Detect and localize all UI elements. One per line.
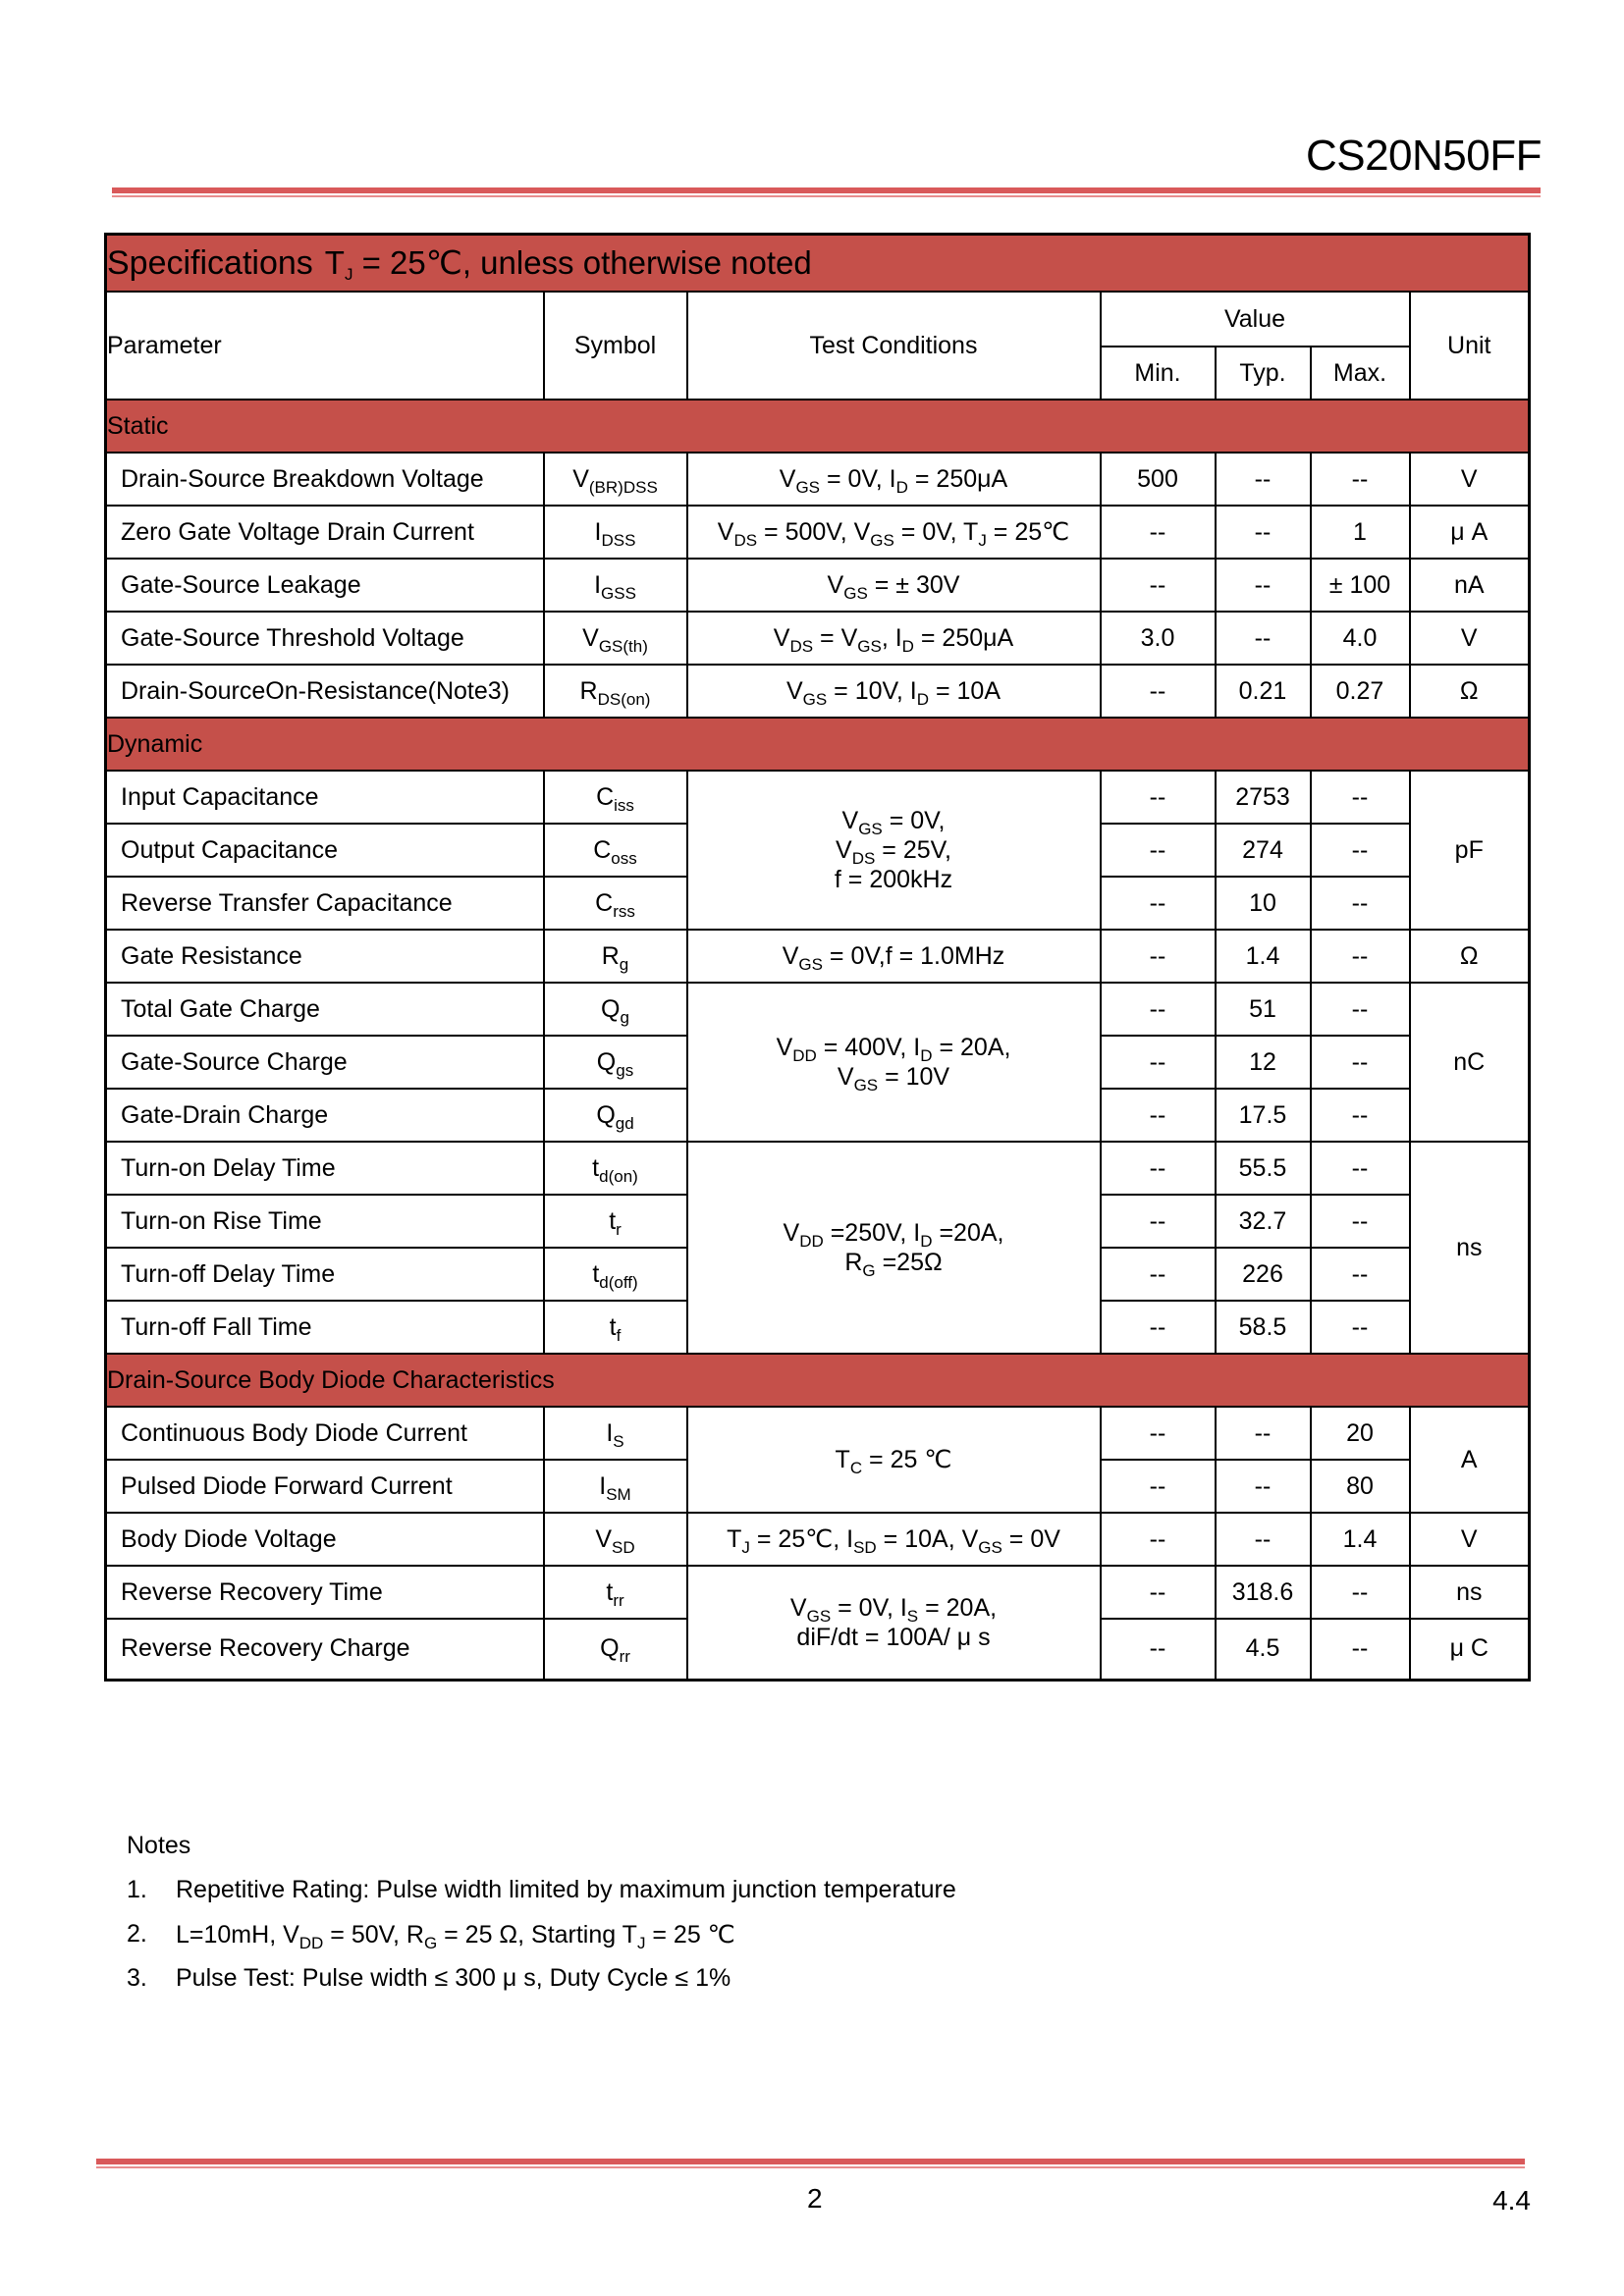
table-row: Total Gate Charge $Q_g$ $V_{DD} = 400V$, $I_D = 20A$, $V_{GS} = 10V$ -- 51 -- nC — [106, 983, 1530, 1036]
notes-title: Notes — [127, 1832, 191, 1859]
footer-rule — [96, 2159, 1525, 2164]
table-row: Turn-off Fall Time $t_f$ -- 58.5 -- — [106, 1301, 1530, 1354]
col-symbol: Symbol — [544, 292, 687, 400]
table-title: Specifications — [107, 244, 313, 282]
col-conditions: Test Conditions — [687, 292, 1101, 400]
specifications-table — [104, 233, 1531, 1682]
section-body-diode: Drain-Source Body Diode Characteristics — [106, 1354, 1530, 1407]
note-item: 1. Repetitive Rating: Pulse width limited by maximum junction temperature — [127, 1876, 956, 1903]
notes — [127, 1832, 956, 2008]
table-row: Output Capacitance $C_{oss}$ -- 274 -- — [106, 824, 1530, 877]
table-row: Input Capacitance $C_{iss}$ $V_{GS} = 0V$, $V_{DS} = 25V$, f = 200kHz -- 2753 -- pF — [106, 771, 1530, 824]
table-row: Pulsed Diode Forward Current $I_{SM}$ -- -- 80 — [106, 1460, 1530, 1513]
note-item: 2. L=10mH, $V_{DD} = 50V$, $R_G = 25$ Ω, Starting $T_J = 25$ ℃ — [127, 1920, 735, 1952]
col-parameter: Parameter — [106, 292, 544, 400]
table-title-condition: $T_J$ = 25℃, unless otherwise noted — [324, 244, 812, 284]
table-title-row — [106, 235, 1530, 293]
table-row: Continuous Body Diode Current $I_S$ $T_C = 25$ ℃ -- -- 20 A — [106, 1407, 1530, 1460]
col-max: Max. — [1311, 347, 1410, 400]
table-row: Gate-Source Threshold Voltage $V_{GS(th)}$ $V_{DS} = V_{GS}$, $I_D = 250\mu A$ 3.0 -- 4.0 V — [106, 612, 1530, 665]
table-row: Turn-off Delay Time $t_{d(off)}$ -- 226 -- — [106, 1248, 1530, 1301]
table-row: Reverse Transfer Capacitance $C_{rss}$ -- 10 -- — [106, 877, 1530, 930]
section-static: Static — [106, 400, 1530, 453]
table-row: Body Diode Voltage $V_{SD}$ $T_J$ = 25℃, $I_{SD} = 10A$, $V_{GS} = 0V$ -- -- 1.4 V — [106, 1513, 1530, 1566]
table-row: Turn-on Delay Time $t_{d(on)}$ $V_{DD} =250V$, $I_D =20A$, $R_G =25\Omega$ -- 55.5 -- ns — [106, 1142, 1530, 1195]
page-number: 2 — [807, 2183, 823, 2214]
header-rule — [112, 187, 1541, 193]
table-row: Turn-on Rise Time $t_r$ -- 32.7 -- — [106, 1195, 1530, 1248]
table-row: Zero Gate Voltage Drain Current $I_{DSS}$ $V_{DS} = 500V$, $V_{GS} = 0V$, $T_J$ = 25℃ -- -- 1 μ A — [106, 506, 1530, 559]
table-row: Drain-Source Breakdown Voltage $V_{(BR)DSS}$ $V_{GS} = 0V$, $I_D = 250\mu A$ 500 -- -- V — [106, 453, 1530, 506]
note-item: 3. Pulse Test: Pulse width ≤ 300 μ s, Duty Cycle ≤ 1% — [127, 1964, 731, 1992]
table-row: Gate-Source Leakage $I_{GSS}$ $V_{GS}$ = ± 30V -- -- ± 100 nA — [106, 559, 1530, 612]
table-row: Reverse Recovery Time $t_{rr}$ $V_{GS} = 0V$, $I_S = 20A$, diF/dt = 100A/ μ s -- 318.6 -- ns — [106, 1566, 1530, 1619]
table-row: Gate-Source Charge $Q_{gs}$ -- 12 -- — [106, 1036, 1530, 1089]
document-version: 4.4 — [1492, 2185, 1531, 2216]
col-min: Min. — [1101, 347, 1216, 400]
section-dynamic: Dynamic — [106, 718, 1530, 771]
col-value: Value — [1101, 292, 1410, 347]
header-row — [106, 292, 1530, 347]
table-row: Gate-Drain Charge $Q_{gd}$ -- 17.5 -- — [106, 1089, 1530, 1142]
col-typ: Typ. — [1216, 347, 1311, 400]
table-row: Gate Resistance $R_g$ $V_{GS} = 0V,f = 1.0MHz$ -- 1.4 -- Ω — [106, 930, 1530, 983]
part-number: CS20N50FF — [1305, 132, 1542, 180]
header-rule-thin — [112, 195, 1541, 197]
table-row: Reverse Recovery Charge $Q_{rr}$ -- 4.5 -- μ C — [106, 1619, 1530, 1680]
col-unit: Unit — [1410, 292, 1530, 400]
footer-rule-thin — [96, 2166, 1525, 2168]
table-row: Drain-SourceOn-Resistance(Note3) $R_{DS(on)}$ $V_{GS} = 10V$, $I_D = 10A$ -- 0.21 0.27 Ω — [106, 665, 1530, 718]
